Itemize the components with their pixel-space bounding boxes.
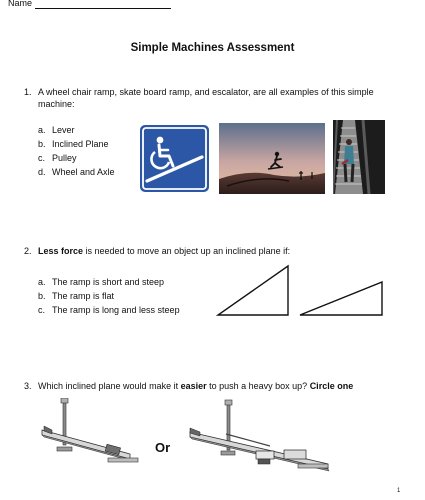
- q1-option-a[interactable]: a. Lever: [38, 125, 75, 135]
- question-3-number: 3.: [24, 381, 32, 391]
- question-1-number: 1.: [24, 87, 32, 97]
- skateboard-ramp-photo: [219, 123, 325, 194]
- q2-option-a[interactable]: a. The ramp is short and steep: [38, 277, 165, 287]
- name-field: [8, 0, 171, 9]
- q1-option-c[interactable]: c. Pulley: [38, 153, 77, 163]
- question-3-text: Which inclined plane would make it easier to push a heavy box up? Circle one: [38, 381, 354, 391]
- wheelchair-ramp-sign-image: [138, 123, 211, 194]
- q1-option-b[interactable]: b. Inclined Plane: [38, 139, 109, 149]
- page-title: Simple Machines Assessment: [130, 42, 295, 54]
- question-1-text: A wheel chair ramp, skate board ramp, and escalator, are all examples of this simple machine:: [38, 87, 374, 109]
- question-2-number: 2.: [24, 246, 32, 256]
- name-blank-line[interactable]: [35, 0, 171, 9]
- steep-inclined-plane-apparatus[interactable]: [40, 398, 140, 468]
- name-label: Name: [8, 0, 33, 8]
- question-1-options: [38, 123, 115, 179]
- page-number: 1: [397, 488, 401, 494]
- question-2-text: [38, 245, 290, 257]
- question-2-bold: Less force: [38, 246, 84, 256]
- question-2-rest: is needed to move an object up an inclined plane if:: [83, 246, 291, 256]
- steep-ramp-triangle[interactable]: [214, 262, 294, 318]
- q2-option-b[interactable]: b. The ramp is flat: [38, 291, 115, 301]
- gentle-ramp-triangle[interactable]: [296, 278, 388, 318]
- q2-option-c[interactable]: c. The ramp is long and less steep: [38, 305, 180, 315]
- escalator-photo: [333, 120, 385, 194]
- or-label: Or: [155, 440, 171, 455]
- question-2-options: [38, 275, 180, 317]
- gentle-inclined-plane-apparatus[interactable]: [186, 398, 332, 472]
- q1-option-d[interactable]: d. Wheel and Axle: [38, 167, 115, 177]
